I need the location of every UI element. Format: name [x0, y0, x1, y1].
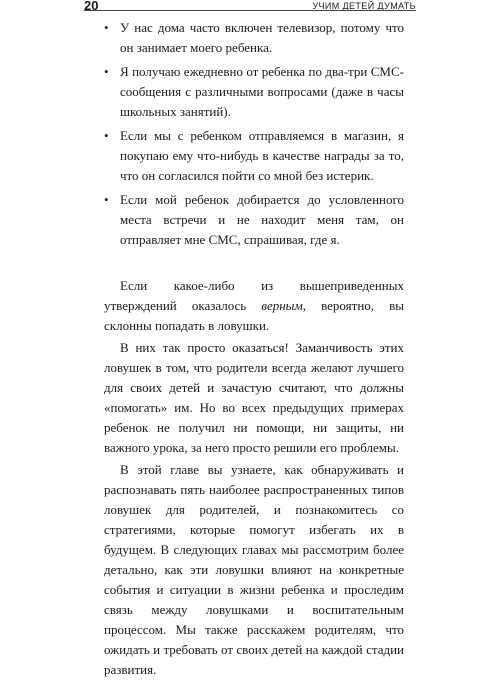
running-title: УЧИМ ДЕТЕЙ ДУМАТЬ — [312, 1, 416, 11]
paragraph-traps-intro — [104, 276, 404, 336]
paragraph-traps-easy: В них так просто оказаться! Заманчивость этих ловушек в том, что родители всегда желают лучшего для своих детей и зачастую считают, что должны «помогать» им. Но во всех предыдущих примерах ребенок не получил ни помощи, ни защиты, ни важного урока, за него просто решили его проблемы. — [104, 340, 404, 455]
bullet-item: • Я получаю ежедневно от ребенка по два-три СМС-сообщения с различными вопросами (даже в часы школьных занятий). — [104, 62, 404, 122]
bullet-list — [104, 18, 404, 250]
bullet-item: • Если мы с ребенком отправляемся в магазин, я покупаю ему что-нибудь в качестве награды за то, что он согласился пойти со мной без истерик. — [104, 126, 404, 186]
paragraph-text: Если какое-либо из вышеприведенных утверждений оказалось — [104, 278, 404, 313]
paragraph-text: , вероятно, вы склонны попадать в ловушки. — [104, 298, 404, 333]
bullet-item: • Если мой ребенок добирается до условленного места встречи и не находит меня там, он отправляет мне СМС, спрашивая, где я. — [104, 190, 404, 250]
paragraph-chapter-overview: В этой главе вы узнаете, как обнаруживать и распознавать пять наиболее распространенных типов ловушек для родителей, и познакомитесь со стратегиями, которые помогут избегать их в будущем. В следующих главах мы рассмотрим более детально, как эти ловушки влияют на конкретные события и ситуации в жизни ребенка и проследим связь между ловушками и воспитательным процессом. Мы также расскажем родителям, что ожидать и требовать от своих детей на каждой стадии развития. — [104, 462, 404, 677]
header-rule — [84, 10, 416, 11]
page-body — [104, 18, 404, 680]
emphasis-text: верным — [261, 298, 303, 313]
page-number: 20 — [84, 0, 99, 13]
bullet-item: • У нас дома часто включен телевизор, потому что он занимает моего ребенка. — [104, 18, 404, 58]
